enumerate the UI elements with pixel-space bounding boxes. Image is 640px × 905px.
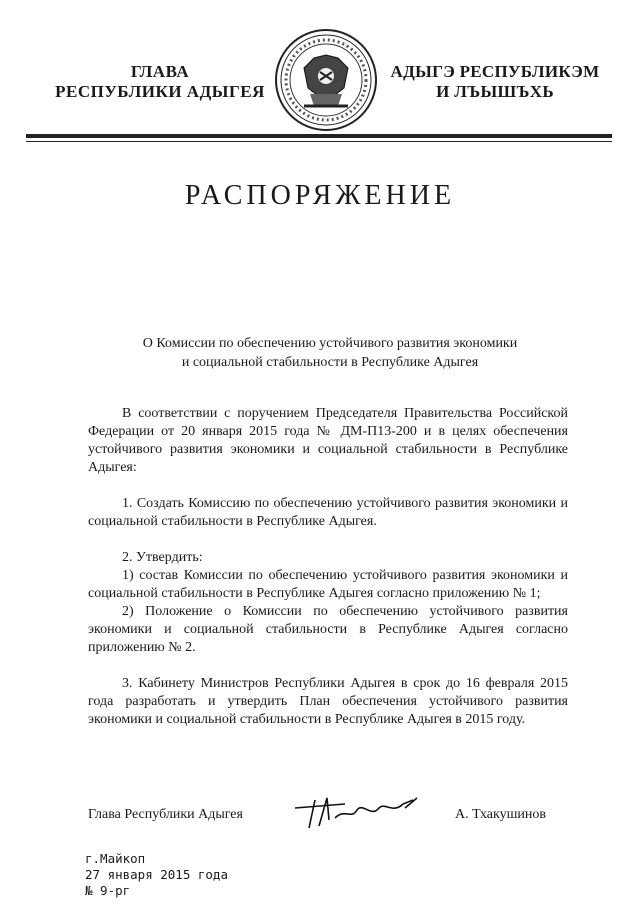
republic-of-adygea-coat-of-arms-icon — [274, 28, 378, 132]
header-left-line2: РЕСПУБЛИКИ АДЫГЕЯ — [55, 82, 265, 101]
subject-line1: О Комиссии по обеспечению устойчивого развития экономики — [142, 336, 518, 351]
item-2-intro: 2. Утвердить: — [122, 550, 203, 565]
header-right-line1: АДЫГЭ РЕСПУБЛИКЭМ — [390, 62, 600, 81]
document-title: РАСПОРЯЖЕНИЕ — [184, 180, 456, 211]
item-2-1-paragraph: 1) состав Комиссии по обеспечению устойчивого развития экономики и социальной стабильности в Республике Адыгея согласно приложению № 1; — [88, 568, 568, 601]
signatory-title: Глава Республики Адыгея — [88, 807, 243, 822]
preamble-paragraph: В соответствии с поручением Председателя Правительства Российской Федерации от 20 января 2015 года № ДМ-П13-200 и в целях обеспечения устойчивого развития экономики и социальной стабильности в Республике Адыгея: — [88, 406, 568, 475]
header-left-block — [40, 62, 280, 102]
header-left-line1: ГЛАВА — [130, 62, 190, 81]
item-3-paragraph: 3. Кабинету Министров Республики Адыгея в срок до 16 февраля 2015 года разработать и утвердить План обеспечения устойчивого развития экономики и социальной стабильности в Республике Адыгея в 2015 году. — [88, 676, 568, 727]
document-body — [88, 405, 568, 729]
subject-line2: и социальной стабильности в Республике Адыгея — [181, 355, 479, 370]
item-1-paragraph: 1. Создать Комиссию по обеспечению устойчивого развития экономики и социальной стабильности в Республике Адыгея. — [88, 496, 568, 529]
header-divider-thick — [26, 134, 612, 138]
footer-number: № 9-рг — [85, 883, 131, 898]
document-subject — [80, 334, 580, 372]
header-right-line2: И ЛЪЫШЪХЬ — [436, 82, 554, 101]
signatory-name: А. Тхакушинов — [455, 807, 546, 822]
header-divider-thin — [26, 141, 612, 142]
document-footer — [85, 851, 228, 899]
item-2-2-paragraph: 2) Положение о Комиссии по обеспечению устойчивого развития экономики и социальной стабильности в Республике Адыгея согласно приложению № 2. — [88, 604, 568, 655]
handwritten-signature-icon — [285, 790, 425, 835]
header-right-block — [375, 62, 615, 102]
footer-city: г.Майкоп — [85, 851, 146, 866]
footer-date: 27 января 2015 года — [85, 867, 228, 882]
